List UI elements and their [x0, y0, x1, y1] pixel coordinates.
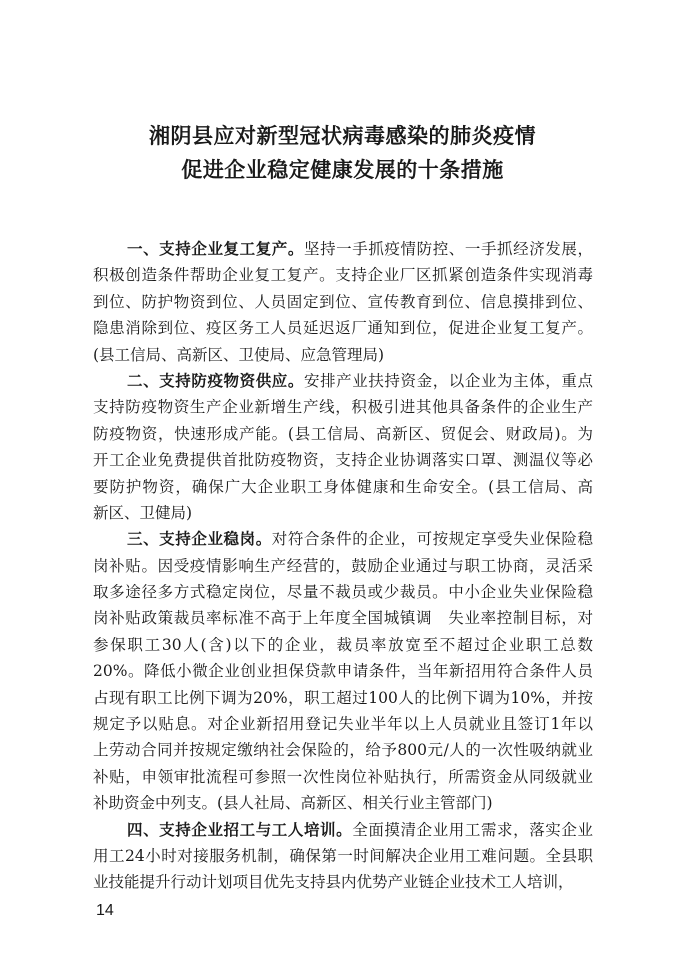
- line-text: 20%。降低小微企业创业担保贷款申请条件，当年新招用符合条件人员: [93, 662, 593, 681]
- paragraph-line: [93, 500, 593, 526]
- paragraph-line: [93, 737, 593, 763]
- paragraph-line: [93, 579, 593, 605]
- paragraph-line: [93, 342, 593, 368]
- section-heading: 四、支持企业招工与工人培训。: [127, 820, 353, 839]
- line-text: 参保职工30人(含)以下的企业，裁员率放宽至不超过企业职工总数: [93, 635, 593, 654]
- paragraph-line: [93, 394, 593, 420]
- paragraph-line: [93, 764, 593, 790]
- line-text: 坚持一手抓疫情防控、一手抓经济发展，: [303, 240, 593, 258]
- line-text: 取多途径多方式稳定岗位，尽量不裁员或少裁员。中小企业失业保险稳: [93, 583, 593, 602]
- paragraph-line: [93, 790, 593, 816]
- document-title-line-1: 湘阴县应对新型冠状病毒感染的肺炎疫情: [149, 123, 536, 148]
- section-heading: 一、支持企业复工复产。: [127, 240, 304, 258]
- paragraph-line: [93, 526, 593, 552]
- paragraph-line: [93, 711, 593, 737]
- line-text: 安排产业扶持资金，以企业为主体，重点: [303, 371, 593, 390]
- paragraph-line: [93, 843, 593, 869]
- line-text: 全面摸清企业用工需求，落实企业: [352, 820, 593, 839]
- paragraph-line: [93, 262, 593, 288]
- page-number: 14: [96, 902, 114, 919]
- line-text: 上劳动合同并按规定缴纳社会保险的，给予800元/人的一次性吸纳就业: [93, 741, 593, 760]
- line-text: (县工信局、高新区、卫使局、应急管理局): [93, 345, 385, 364]
- paragraph-line: [93, 368, 593, 394]
- line-text: 业技能提升行动计划项目优先支持县内优势产业链企业技术工人培训，: [93, 873, 574, 892]
- paragraph: [93, 368, 593, 526]
- line-text: 岗补贴。因受疫情影响生产经营的，鼓励企业通过与职工协商，灵活采: [93, 556, 593, 575]
- paragraph-line: [93, 817, 593, 843]
- paragraph-line: [93, 474, 593, 500]
- line-text: 岗补贴政策裁员率标准不高于上年度全国城镇调 失业率控制目标，对: [93, 609, 593, 628]
- paragraph: [93, 526, 593, 816]
- paragraph-line: [93, 447, 593, 473]
- document-body: [93, 236, 593, 896]
- line-text: 对符合条件的企业，可按规定享受失业保险稳: [271, 530, 593, 549]
- paragraph-line: [93, 289, 593, 315]
- paragraph-line: [93, 315, 593, 341]
- line-text: 隐患消除到位、疫区务工人员延迟返厂通知到位，促进企业复工复产。: [93, 319, 593, 338]
- line-text: 补助资金中列支。(县人社局、高新区、相关行业主管部门): [93, 794, 493, 813]
- paragraph-line: [93, 236, 593, 262]
- line-text: 积极创造条件帮助企业复工复产。支持企业厂区抓紧创造条件实现消毒: [93, 266, 593, 285]
- section-heading: 二、支持防疫物资供应。: [127, 371, 304, 390]
- line-text: 补贴，申领审批流程可参照一次性岗位补贴执行，所需资金从同级就业: [93, 767, 593, 786]
- paragraph-line: [93, 685, 593, 711]
- paragraph: [93, 817, 593, 896]
- paragraph-line: [93, 632, 593, 658]
- line-text: 支持防疫物资生产企业新增生产线，积极引进其他具备条件的企业生产: [93, 398, 593, 417]
- line-text: 用工24小时对接服务机制，确保第一时间解决企业用工难问题。全县职: [93, 846, 593, 865]
- paragraph-line: [93, 605, 593, 631]
- paragraph: [93, 236, 593, 368]
- document-title-line-2: 促进企业稳定健康发展的十条措施: [181, 157, 504, 182]
- paragraph-line: [93, 658, 593, 684]
- line-text: 到位、防护物资到位、人员固定到位、宣传教育到位、信息摸排到位、: [93, 292, 593, 311]
- line-text: 新区、卫健局): [93, 503, 193, 522]
- paragraph-line: [93, 869, 593, 895]
- line-text: 开工企业免费提供首批防疫物资，支持企业协调落实口罩、测温仪等必: [93, 451, 593, 470]
- section-heading: 三、支持企业稳岗。: [127, 530, 272, 549]
- paragraph-line: [93, 553, 593, 579]
- paragraph-line: [93, 421, 593, 447]
- line-text: 要防护物资，确保广大企业职工身体健康和生命安全。(县工信局、高: [93, 477, 593, 496]
- line-text: 占现有职工比例下调为20%，职工超过100人的比例下调为10%，并按: [93, 688, 593, 707]
- line-text: 规定予以贴息。对企业新招用登记失业半年以上人员就业且签订1年以: [93, 715, 593, 734]
- line-text: 防疫物资，快速形成产能。(县工信局、高新区、贸促会、财政局)。为: [93, 424, 593, 443]
